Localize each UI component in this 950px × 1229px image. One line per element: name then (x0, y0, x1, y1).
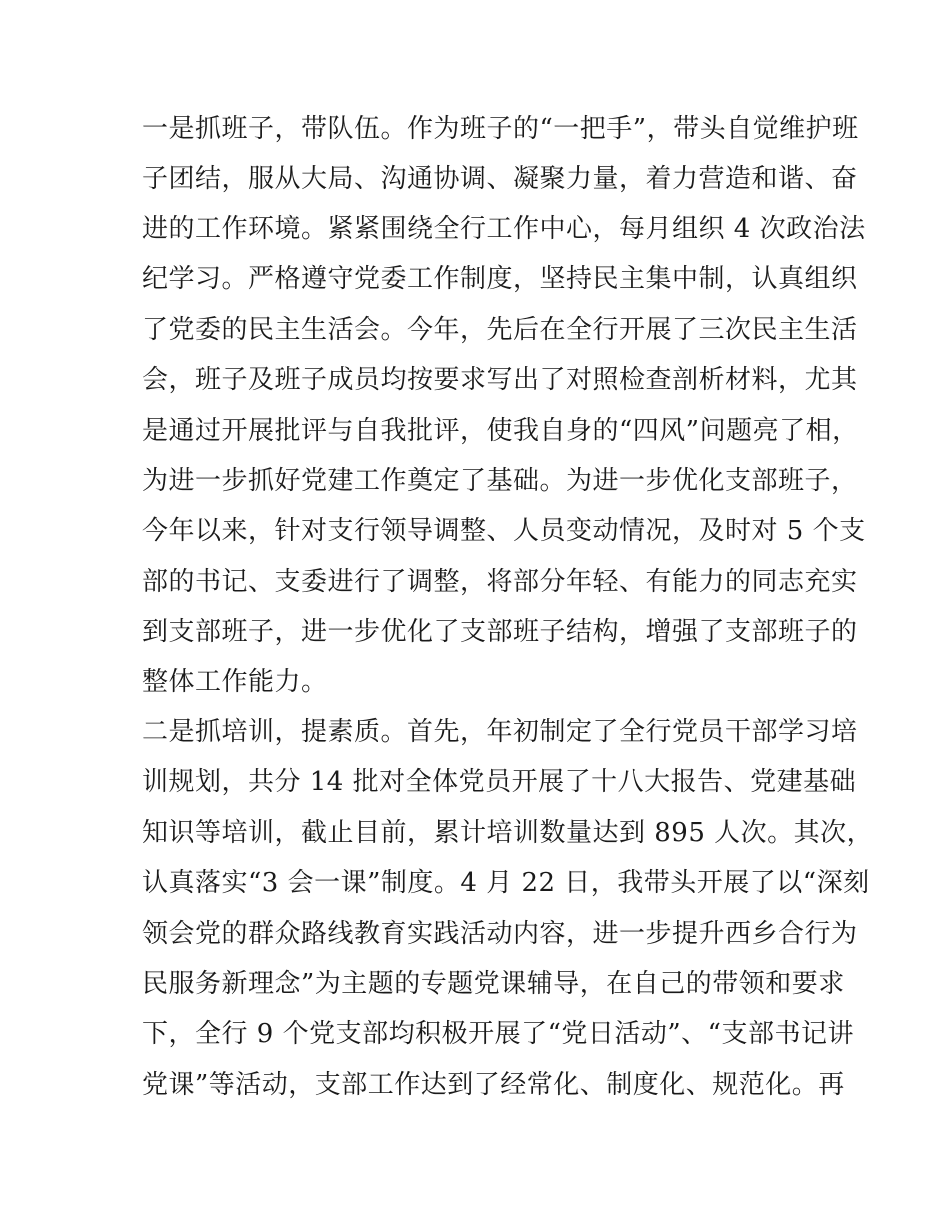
text-line: 领会党的群众路线教育实践活动内容，进一步提升西乡合行为 (142, 919, 858, 949)
text-line: 整体工作能力。 (142, 667, 328, 697)
text-line: 二是抓培训，提素质。首先，年初制定了全行党员干部学习培 (142, 717, 858, 747)
text-line: 今年以来，针对支行领导调整、人员变动情况，及时对 5 个支 (142, 516, 866, 546)
text-line: 一是抓班子，带队伍。作为班子的“一把手”，带头自觉维护班 (142, 114, 859, 144)
text-line: 民服务新理念”为主题的专题党课辅导，在自己的带领和要求 (142, 969, 845, 999)
text-line: 了党委的民主生活会。今年，先后在全行开展了三次民主生活 (142, 315, 858, 345)
text-line: 知识等培训，截止目前，累计培训数量达到 895 人次。其次， (142, 818, 874, 848)
text-line: 子团结，服从大局、沟通协调、凝聚力量，着力营造和谐、奋 (142, 164, 858, 194)
text-line: 下，全行 9 个党支部均积极开展了“党日活动”、“支部书记讲 (142, 1019, 854, 1049)
text-line: 是通过开展批评与自我批评，使我自身的“四风”问题亮了相， (142, 416, 859, 446)
text-line: 为进一步抓好党建工作奠定了基础。为进一步优化支部班子， (142, 466, 858, 496)
text-line: 到支部班子，进一步优化了支部班子结构，增强了支部班子的 (142, 617, 858, 647)
text-line: 训规划，共分 14 批对全体党员开展了十八大报告、党建基础 (142, 767, 857, 797)
text-line: 进的工作环境。紧紧围绕全行工作中心，每月组织 4 次政治法 (142, 214, 866, 244)
text-line: 会，班子及班子成员均按要求写出了对照检查剖析材料，尤其 (142, 365, 858, 395)
text-line: 纪学习。严格遵守党委工作制度，坚持民主集中制，认真组织 (142, 264, 858, 294)
text-line: 党课”等活动，支部工作达到了经常化、制度化、规范化。再 (142, 1070, 845, 1100)
text-line: 部的书记、支委进行了调整，将部分年轻、有能力的同志充实 (142, 567, 858, 597)
text-line: 认真落实“3 会一课”制度。4 月 22 日，我带头开展了以“深刻 (142, 868, 870, 898)
